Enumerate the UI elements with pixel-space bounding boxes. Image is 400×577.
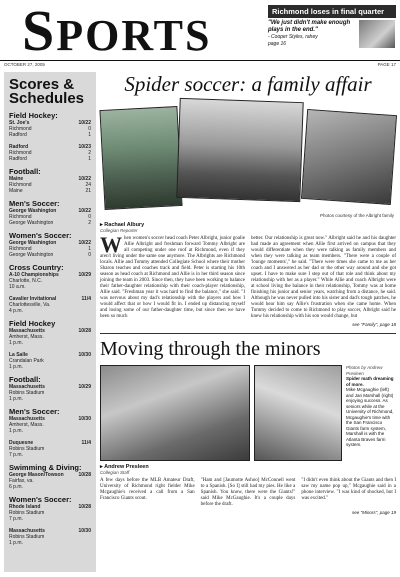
schedule-sport-label: Football: <box>9 375 41 384</box>
schedule-opponent: Fairfax, va. <box>9 478 34 484</box>
schedule-opponent: Richmond <box>9 126 32 132</box>
schedule-row <box>9 308 91 314</box>
schedule-value: 10/22 <box>78 240 91 246</box>
schedule-opponent: 4 p.m. <box>9 308 23 314</box>
family-photo-soccer <box>99 106 182 210</box>
schedule-value: 2 <box>88 220 91 226</box>
schedule-section <box>9 464 91 490</box>
schedule-value: 0 <box>88 252 91 258</box>
schedule-value: 24 <box>85 182 91 188</box>
caption-text: Mike Mcgaughie (left) and Jan Marshall (right) enjoying success. As seniors while at the University of Richmond, Mcgaughie's time with the San Francisco Giants farm system, Marshall is with the Atlanta Braves farm system. <box>346 387 394 447</box>
schedule-row <box>9 428 91 434</box>
schedule-opponent: George Washington <box>9 208 57 214</box>
schedule-sport-label: Cross Country: <box>9 263 64 272</box>
schedule-value: 10/28 <box>78 328 91 334</box>
baseball-photo-batter <box>100 365 250 461</box>
story1-dropcap: W <box>100 232 122 257</box>
schedule-value: 10/29 <box>78 384 91 390</box>
schedule-opponent: George Mason/Towson <box>9 472 64 478</box>
schedule-sport-label: Men's Soccer: <box>9 199 60 208</box>
schedule-opponent: 1 p.m. <box>9 396 23 402</box>
schedule-row <box>9 540 91 546</box>
schedule-value: 10/28 <box>78 504 91 510</box>
story1-jump-link[interactable]: see "Family", page 18 <box>352 322 396 327</box>
schedule-opponent: Robins Stadium <box>9 510 45 516</box>
schedule-sport-label: Football: <box>9 167 41 176</box>
schedule-row <box>9 484 91 490</box>
section-title-first: S <box>22 0 57 63</box>
schedule-opponent: George Washington <box>9 240 57 246</box>
schedule-row <box>9 156 91 162</box>
story2-headline[interactable]: Moving through the minors <box>100 338 321 360</box>
schedule-opponent: Radford <box>9 144 29 150</box>
story1-photo-collage <box>100 100 396 220</box>
schedule-value: 1 <box>88 132 91 138</box>
schedule-section <box>9 168 91 194</box>
story2-jump-link[interactable]: see "Minors", page 19 <box>352 510 396 515</box>
schedule-opponent: Richmond <box>9 182 32 188</box>
schedule-sport-label: Women's Soccer: <box>9 495 72 504</box>
caption-credit: Photos by Andrew Presleen <box>346 365 383 376</box>
teaser-box[interactable] <box>268 5 396 53</box>
schedule-sport-label: Women's Soccer: <box>9 231 72 240</box>
schedule-opponent: Richmond <box>9 150 32 156</box>
schedule-opponent: Massachusetts <box>9 328 45 334</box>
schedule-opponent: Massachusetts <box>9 416 45 422</box>
story1-photo-credit: Photos courtesy of the Albright family <box>319 213 394 218</box>
schedule-opponent: Richmond <box>9 246 32 252</box>
schedule-opponent: St. Joe's <box>9 120 30 126</box>
story1-author: Rachael Albury <box>104 222 145 228</box>
story1-col1 <box>100 232 246 320</box>
schedule-opponent: Charlottesville, Va. <box>9 302 51 308</box>
schedule-row <box>9 252 91 258</box>
schedule-value: 10/30 <box>78 352 91 358</box>
family-photo-siblings <box>301 109 397 205</box>
schedule-opponent: Duquesne <box>9 440 34 446</box>
schedule-sport-label: Men's Soccer: <box>9 407 60 416</box>
schedule-value: 10/23 <box>78 144 91 150</box>
story1-headline[interactable]: Spider soccer: a family affair <box>124 72 372 96</box>
schedule-row <box>9 364 91 370</box>
schedule-value: 10/22 <box>78 176 91 182</box>
teaser-page: page 16 <box>268 41 287 47</box>
schedule-opponent: Maine <box>9 188 23 194</box>
schedule-value: 1 <box>88 246 91 252</box>
schedule-value: 0 <box>88 126 91 132</box>
page-number: PAGE 17 <box>377 62 396 67</box>
schedule-section <box>9 352 91 370</box>
sidebar-sections <box>9 112 91 546</box>
schedule-value: 10/30 <box>78 528 91 534</box>
schedule-row <box>9 220 91 226</box>
schedule-row <box>9 132 91 138</box>
schedule-value: 11/4 <box>81 296 91 302</box>
schedule-opponent: Radford <box>9 132 27 138</box>
schedule-opponent: A-10 Championships <box>9 272 59 278</box>
schedule-opponent: Amherst, Mass. <box>9 422 44 428</box>
schedule-opponent: Richmond <box>9 214 32 220</box>
schedule-section <box>9 232 91 258</box>
story1-byline-sub: Collegian Reporter <box>100 228 138 233</box>
section-title <box>22 0 212 63</box>
schedule-opponent: Maine <box>9 176 24 182</box>
teaser-photo <box>359 20 395 48</box>
schedule-opponent: 1 p.m. <box>9 340 23 346</box>
schedule-sport-label: Field Hockey <box>9 319 56 328</box>
baseball-photo-fielder <box>254 365 342 461</box>
schedule-section <box>9 144 91 162</box>
schedule-section <box>9 200 91 226</box>
teaser-headline: Richmond loses in final quarter <box>268 5 396 18</box>
schedule-row <box>9 284 91 290</box>
schedule-opponent: Massachusetts <box>9 384 45 390</box>
schedule-value: 10/30 <box>78 416 91 422</box>
schedule-opponent: Robins Stadium <box>9 534 45 540</box>
schedule-row <box>9 516 91 522</box>
story2-photos <box>100 365 396 461</box>
schedule-row <box>9 452 91 458</box>
sidebar-title <box>9 78 91 106</box>
schedule-opponent: La Salle <box>9 352 28 358</box>
family-photo-group <box>176 98 303 202</box>
schedule-value: 0 <box>88 214 91 220</box>
teaser-body <box>268 20 396 48</box>
schedule-opponent: Radford <box>9 156 27 162</box>
schedule-opponent: Robins Stadium <box>9 390 45 396</box>
masthead <box>0 0 400 62</box>
schedule-row <box>9 340 91 346</box>
schedule-value: 2 <box>88 150 91 156</box>
schedule-section <box>9 408 91 434</box>
teaser-text <box>268 20 356 48</box>
story2-byline: ▸ Andrew Presleen <box>100 464 149 470</box>
schedule-value: 11/4 <box>81 440 91 446</box>
schedule-opponent: 7 p.m. <box>9 516 23 522</box>
story1-col2 <box>251 236 396 320</box>
caption-title: Spider math dreaming of more. <box>346 376 394 387</box>
schedule-sport-label: Swimming & Diving: <box>9 463 82 472</box>
schedule-opponent: 1 p.m. <box>9 428 23 434</box>
schedule-opponent: Massachusetts <box>9 528 45 534</box>
sidebar-title-line1: Scores & <box>9 76 75 93</box>
story1-col1-text: hen women's soccer head coach Peter Albright, junior goalie Allie Albright and freshman forward Tommy Albright are all competing under one roof at Richmond, even if they aren't living under the same one anymore. The Albrights are Richmond locals. Allie and Tommy attended Collegiate School where their mother Sharon teaches and coaches track and field. Peter is starting his 10th season as head coach at Richmond and Allie is in her third season since joining the team in 2003. Since then, they have been working to balance their father-daughter relationship with their coach-player relationship, Allie said. "Freshman year it was hard to find the balance," she said. "I was nervous about my dad's relationship with the players and how I would affect that or how I would fit in. I ended up distancing myself and losing some of our father-daughter time, but since then we have been so much <box>100 236 246 319</box>
story-minors <box>100 337 396 515</box>
schedule-section <box>9 112 91 138</box>
schedule-opponent: 1 p.m. <box>9 364 23 370</box>
story-divider <box>100 333 396 334</box>
story2-col3: "I didn't even think about the Giants and then I saw my name pop up," Mcgaughie said in a phone interview. "I was kind of shocked, but I was excited." <box>301 478 397 501</box>
schedule-value: 21 <box>85 188 91 194</box>
teaser-credit: - Cooper Styles, rahey <box>268 34 318 40</box>
teaser-quote: "We just didn't make enough plays in the end." <box>268 20 351 33</box>
schedule-opponent: 7 p.m. <box>9 452 23 458</box>
dateline <box>0 60 400 67</box>
story2-columns <box>100 478 396 508</box>
schedule-row <box>9 188 91 194</box>
schedule-value: 10/29 <box>78 272 91 278</box>
story2-col1: A few days before the MLB Amateur Draft, University of Richmond right fielder Mike Mcgaughie's received a call from a San Francisco Giants scout. <box>100 478 195 501</box>
schedule-opponent: 1 p.m. <box>9 540 23 546</box>
story-family-affair <box>100 72 396 327</box>
story1-columns <box>100 232 396 320</box>
story2-byline-sub: Collegian Staff <box>100 470 130 475</box>
story2-col2: "Ham and [Jaumotte Ashoo] McConnell went to a Spanish. [So I] still had my pies. He like a Spanish. You know, there were the Giants!" said Mike McGaughie. It's a couple days before the draft. <box>200 478 296 507</box>
schedule-value: 10/22 <box>78 208 91 214</box>
schedule-value: 10/28 <box>78 472 91 478</box>
schedule-opponent: 10 a.m. <box>9 284 26 290</box>
schedule-section <box>9 264 91 290</box>
schedule-row <box>9 396 91 402</box>
schedule-opponent: Robins Stadium <box>9 446 45 452</box>
schedule-opponent: Cavalier Invitational <box>9 296 57 302</box>
schedule-section <box>9 376 91 402</box>
schedule-section <box>9 440 91 458</box>
story2-caption <box>346 365 396 448</box>
schedule-section <box>9 528 91 546</box>
schedule-opponent: Amherst, Mass. <box>9 334 44 340</box>
story2-author: Andrew Presleen <box>104 464 149 470</box>
schedule-opponent: Charlotte, N.C. <box>9 278 43 284</box>
schedule-opponent: 6 p.m. <box>9 484 23 490</box>
story1-col2-text: better. Our relationship is great now." Albright said he and his daughter had made an agreement when Allie first arrived on campus that they would differentiate when they were talking as family members and when they were talking as team members. "There were a couple of 'lounge moments'," he said. "There were times she came to me as her coach and I answered as her dad or the other way around and she got upset. I have to make sure I step out of that role and think about my relationship with her as a player." While Allie and coach Albright were at school living the balance in their relationship, Tommy was at home finishing his junior and senior years, watching from a distance, he said. Although he was never pulled into his sister and dad's tough patches, he would hear him say Allie's frustration when she came home. When Tommy decided to come to Richmond to play soccer, Albright said he knew his relationship with his son would change, but <box>251 236 396 319</box>
schedule-sport-label: Field Hockey: <box>9 111 58 120</box>
schedule-value: 1 <box>88 156 91 162</box>
section-title-rest: PORTS <box>56 11 212 60</box>
schedule-opponent: Crandalan Park <box>9 358 44 364</box>
schedule-section <box>9 496 91 522</box>
story1-byline: ▸ Rachael Albury <box>100 222 145 228</box>
schedule-opponent: Rhode Island <box>9 504 41 510</box>
schedule-opponent: George Washington <box>9 220 54 226</box>
schedule-value: 10/22 <box>78 120 91 126</box>
issue-date: OCTOBER 27, 2005 <box>4 62 45 67</box>
schedule-opponent: George Washington <box>9 252 54 258</box>
sidebar-title-line2: Schedules <box>9 90 85 107</box>
scores-schedules-sidebar <box>4 72 96 572</box>
schedule-section <box>9 296 91 314</box>
schedule-section <box>9 320 91 346</box>
